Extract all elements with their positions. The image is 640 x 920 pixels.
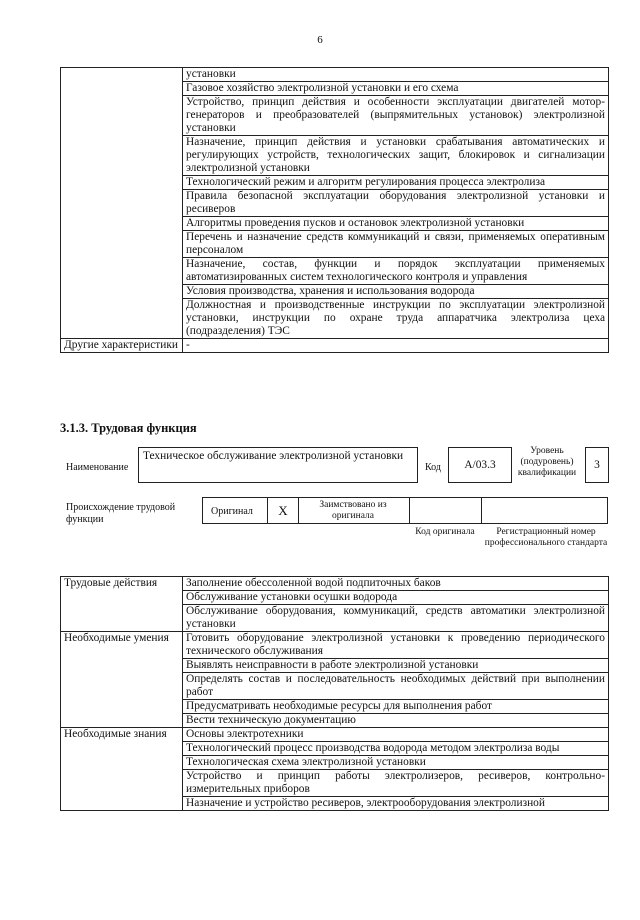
- table-cell: Правила безопасной эксплуатации оборудования электролизной установки и ресиверов: [183, 190, 609, 217]
- table-row: [61, 68, 609, 82]
- code-original-caption: Код оригинала: [415, 527, 475, 537]
- origin-divider: [481, 498, 482, 523]
- name-label: Наименование: [66, 462, 129, 473]
- page-number: 6: [317, 34, 323, 46]
- table-cell: Назначение, принцип действия и установки срабатывания автоматических и регулирующих устройств, технологических защит, блокировок и сигнализации электролизной установки: [183, 136, 609, 176]
- level-box: [585, 447, 609, 483]
- origin-row: [202, 497, 608, 524]
- function-name: Техническое обслуживание электролизной установки: [143, 450, 404, 462]
- table-cell: Технологический процесс производства водорода методом электролиза воды: [183, 742, 609, 756]
- table-cell: Определять состав и последовательность необходимых действий при выполнении работ: [183, 673, 609, 700]
- function-details-table: [60, 576, 609, 811]
- table-cell: Условия производства, хранения и использования водорода: [183, 285, 609, 299]
- original-label: Оригинал: [211, 506, 253, 517]
- table-cell: Назначение и устройство ресиверов, электрооборудования электролизной: [183, 797, 609, 811]
- reg-number-caption: Регистрационный номер профессионального стандарта: [484, 527, 608, 548]
- table-cell: Предусматривать необходимые ресурсы для выполнения работ: [183, 700, 609, 714]
- table-cell: Обслуживание оборудования, коммуникаций, средств автоматики электролизной установки: [183, 605, 609, 632]
- row-group-label: Необходимые знания: [61, 728, 183, 811]
- table-cell: Алгоритмы проведения пусков и остановок электролизной установки: [183, 217, 609, 231]
- function-name-box: [138, 447, 418, 483]
- row-group-label: Трудовые действия: [61, 577, 183, 632]
- row-group-label: [61, 68, 183, 339]
- row-group-label: Необходимые умения: [61, 632, 183, 728]
- table-cell: Назначение, состав, функции и порядок эксплуатации применяемых автоматизированных систем технологического контроля и управления: [183, 258, 609, 285]
- function-code: A/03.3: [464, 459, 496, 471]
- table-cell: Технологическая схема электролизной установки: [183, 756, 609, 770]
- table-cell: Технологический режим и алгоритм регулирования процесса электролиза: [183, 176, 609, 190]
- origin-label: Происхождение трудовой функции: [66, 502, 176, 525]
- level-label: Уровень (подуровень) квалификации: [517, 446, 577, 478]
- table-cell: Обслуживание установки осушки водорода: [183, 591, 609, 605]
- knowledge-table-continued: [60, 67, 609, 353]
- table-row: [61, 577, 609, 591]
- table-cell: Готовить оборудование электролизной установки к проведению периодического технического обслуживания: [183, 632, 609, 659]
- table-row: [61, 728, 609, 742]
- table-cell: -: [183, 339, 609, 353]
- origin-divider: [409, 498, 410, 523]
- borrowed-label: Заимствовано из оригинала: [319, 500, 387, 521]
- table-cell: Основы электротехники: [183, 728, 609, 742]
- code-label: Код: [425, 462, 441, 473]
- table-cell: Устройство и принцип работы электролизеров, ресиверов, контрольно-измерительных приборов: [183, 770, 609, 797]
- row-group-label: Другие характеристики: [61, 339, 183, 353]
- original-mark: X: [267, 498, 299, 523]
- function-code-box: [448, 447, 512, 483]
- table-cell: Вести техническую документацию: [183, 714, 609, 728]
- table-row: [61, 632, 609, 659]
- table-row: [61, 339, 609, 353]
- level-value: 3: [594, 459, 600, 471]
- table-cell: Перечень и назначение средств коммуникаций и связи, применяемых оперативным персоналом: [183, 231, 609, 258]
- table-cell: Газовое хозяйство электролизной установки и его схема: [183, 82, 609, 96]
- section-title: 3.1.3. Трудовая функция: [60, 421, 197, 435]
- table-cell: Выявлять неисправности в работе электролизной установки: [183, 659, 609, 673]
- table-cell: установки: [183, 68, 609, 82]
- table-cell: Устройство, принцип действия и особенности эксплуатации двигателей мотор-генераторов и преобразователей (выпрямительных установок) электролизной установки: [183, 96, 609, 136]
- table-cell: Заполнение обессоленной водой подпиточных баков: [183, 577, 609, 591]
- table-cell: Должностная и производственные инструкции по эксплуатации электролизной установки, инструкции по охране труда аппаратчика электролиза цеха (подразделения) ТЭС: [183, 299, 609, 339]
